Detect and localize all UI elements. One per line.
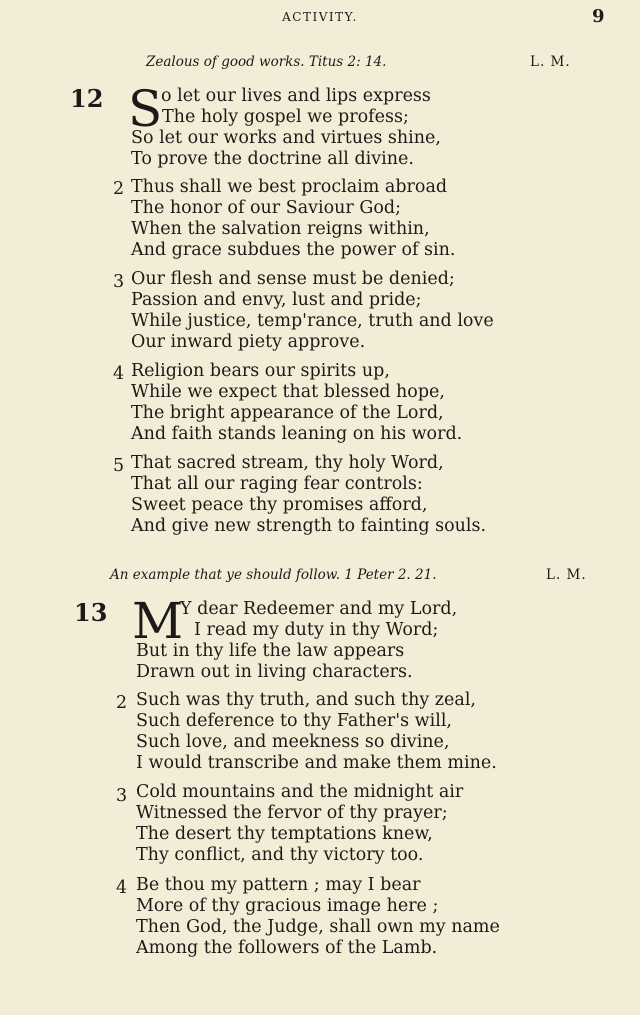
verse-line: Religion bears our spirits up, <box>131 361 390 381</box>
verse-line: While we expect that blessed hope, <box>131 382 445 402</box>
verse-line: While justice, temp'rance, truth and love <box>131 311 494 331</box>
hymn-12-number: 12 <box>70 84 104 113</box>
hymn-13-number: 13 <box>74 598 108 627</box>
verse-line: That sacred stream, thy holy Word, <box>131 453 444 473</box>
verse-line: But in thy life the law appears <box>136 641 405 661</box>
verse-line: Such was thy truth, and such thy zeal, <box>136 690 476 710</box>
stanza-number: 3 <box>113 272 125 292</box>
verse-line: Thus shall we best proclaim abroad <box>131 177 448 197</box>
verse-line: Then God, the Judge, shall own my name <box>136 917 500 937</box>
stanza-number: 4 <box>113 364 125 384</box>
verse-line: Our inward piety approve. <box>131 332 366 352</box>
verse-line: Among the followers of the Lamb. <box>136 938 438 958</box>
verse-line: More of thy gracious image here ; <box>136 896 439 916</box>
stanza-number: 2 <box>116 693 128 713</box>
verse-line: Sweet peace thy promises afford, <box>131 495 428 515</box>
stanza-number: 3 <box>116 786 128 806</box>
hymn-12-drop-cap: S <box>128 80 163 138</box>
verse-line: To prove the doctrine all divine. <box>131 149 414 169</box>
hymn-13-drop-cap: M <box>132 592 184 650</box>
page-number: 9 <box>592 6 605 27</box>
verse-line: Witnessed the fervor of thy prayer; <box>136 803 448 823</box>
verse-line: And grace subdues the power of sin. <box>131 240 456 260</box>
verse-line: Thy conflict, and thy victory too. <box>136 845 424 865</box>
verse-line: And give new strength to fainting souls. <box>131 516 487 536</box>
stanza-number: 4 <box>116 878 128 898</box>
verse-line: Cold mountains and the midnight air <box>136 782 464 802</box>
verse-line: So let our works and virtues shine, <box>131 128 441 148</box>
hymn-13-meter: L. M. <box>546 567 587 583</box>
hymn-13-text-reference: An example that ye should follow. 1 Peter 2. 21. <box>110 567 437 583</box>
verse-line: Our flesh and sense must be denied; <box>131 269 455 289</box>
verse-line: Drawn out in living characters. <box>136 662 413 682</box>
hymn-12-meter: L. M. <box>530 54 571 70</box>
verse-line: That all our raging fear controls: <box>131 474 423 494</box>
stanza-number: 5 <box>113 456 125 476</box>
verse-line: I would transcribe and make them mine. <box>136 753 497 773</box>
verse-line: Y dear Redeemer and my Lord, <box>180 599 458 619</box>
running-head: ACTIVITY. <box>282 10 358 24</box>
hymn-12-text-reference: Zealous of good works. Titus 2: 14. <box>146 54 387 70</box>
verse-line: And faith stands leaning on his word. <box>131 424 463 444</box>
verse-line: The honor of our Saviour God; <box>131 198 401 218</box>
verse-line: The desert thy temptations knew, <box>136 824 433 844</box>
verse-line: The bright appearance of the Lord, <box>131 403 444 423</box>
verse-line: Be thou my pattern ; may I bear <box>136 875 421 895</box>
verse-line: Passion and envy, lust and pride; <box>131 290 422 310</box>
verse-line: I read my duty in thy Word; <box>194 620 439 640</box>
verse-line: o let our lives and lips express <box>161 86 431 106</box>
stanza-number: 2 <box>113 179 125 199</box>
verse-line: Such deference to thy Father's will, <box>136 711 452 731</box>
verse-line: The holy gospel we profess; <box>162 107 409 127</box>
verse-line: Such love, and meekness so divine, <box>136 732 450 752</box>
verse-line: When the salvation reigns within, <box>131 219 430 239</box>
